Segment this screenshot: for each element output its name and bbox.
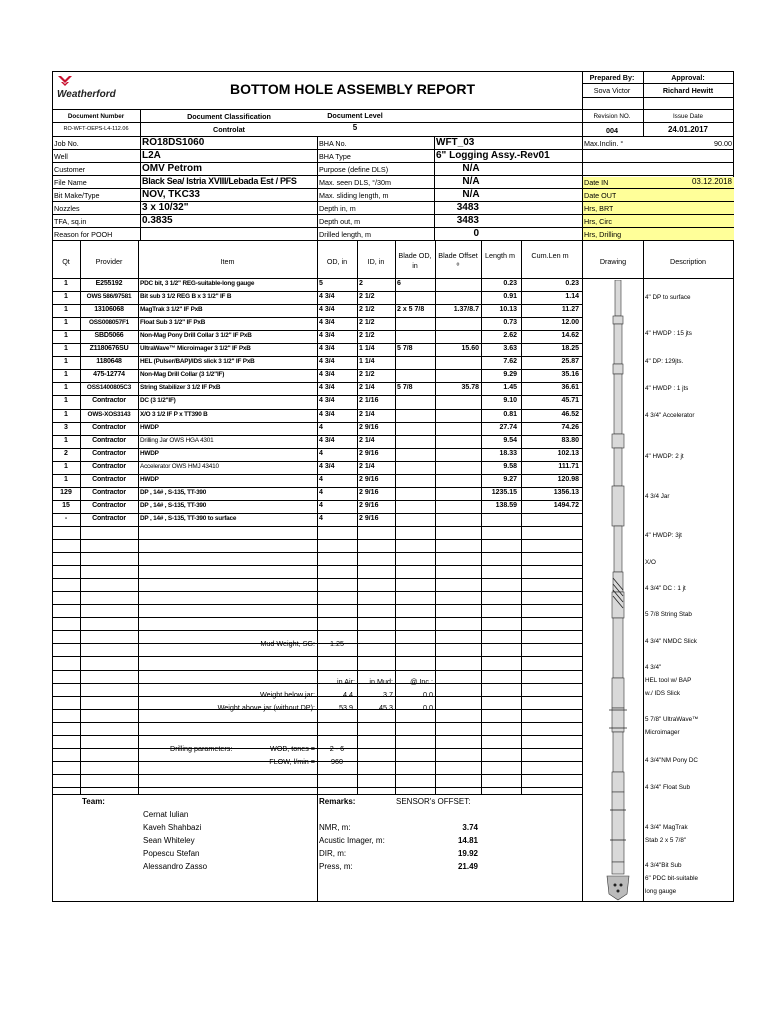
team-label: Team: — [82, 797, 105, 806]
cell-id: 2 1/2 — [359, 306, 375, 313]
col-od: OD, in — [326, 257, 348, 266]
cell-item: Non-Mag Pony Drill Collar 3 1/2" IF PxB — [140, 332, 252, 339]
cell-qt: 1 — [64, 463, 68, 470]
cell-od: 4 — [319, 476, 323, 483]
cell-id: 2 1/4 — [359, 437, 375, 444]
cell-cum: 36.61 — [561, 384, 579, 391]
cell-cum: 45.71 — [561, 397, 579, 404]
cell-id: 2 1/4 — [359, 384, 375, 391]
weatherford-logo-icon — [57, 74, 73, 88]
cell-item: Bit sub 3 1/2 REG B x 3 1/2" IF B — [140, 293, 232, 300]
cell-od: 4 — [319, 424, 323, 431]
cell-length: 9.54 — [503, 437, 517, 444]
cell-item: Accelerator OWS HMJ 43410 — [140, 463, 219, 470]
above-air-value: 53.9 — [339, 703, 353, 712]
cell-qt: - — [64, 515, 68, 522]
cell-qt: 1 — [64, 384, 68, 391]
cell-provider: Contractor — [92, 476, 126, 483]
cell-id: 2 9/16 — [359, 489, 379, 496]
cell-provider: Contractor — [92, 424, 126, 431]
cell-id: 1 1/4 — [359, 358, 375, 365]
team-member: Kaveh Shahbazi — [143, 823, 202, 832]
cell-od: 4 — [319, 450, 323, 457]
cell-length: 0.91 — [503, 293, 517, 300]
max-slide-value: N/A — [462, 189, 480, 200]
cell-length: 7.62 — [503, 358, 517, 365]
remark-label: DIR, m: — [319, 849, 347, 858]
cell-length: 9.58 — [503, 463, 517, 470]
cell-id: 2 1/2 — [359, 293, 375, 300]
doc-class-value: Controlat — [213, 125, 245, 134]
cell-qt: 1 — [64, 332, 68, 339]
report-title: BOTTOM HOLE ASSEMBLY REPORT — [230, 81, 476, 97]
cell-qt: 15 — [62, 502, 70, 509]
cell-item: DC (3 1/2"IF) — [140, 397, 176, 404]
cell-id: 2 1/2 — [359, 371, 375, 378]
revision-label: Revision NO. — [593, 113, 631, 120]
hrs-drilling-label: Hrs, Drilling — [584, 230, 622, 239]
cell-cum: 12.00 — [561, 319, 579, 326]
cell-item: MagTrak 3 1/2" IF PxB — [140, 306, 203, 313]
cell-qt: 1 — [64, 306, 68, 313]
pooh-label: Reason for POOH — [54, 230, 113, 239]
above-mud-value: 45.3 — [379, 703, 393, 712]
date-in-value: 03.12.2018 — [691, 177, 732, 186]
cell-od: 4 3/4 — [319, 306, 335, 313]
wob-label: WOB, tones = — [270, 744, 315, 753]
cell-id: 2 1/4 — [359, 411, 375, 418]
col-drawing: Drawing — [599, 257, 627, 266]
depth-out-value: 3483 — [456, 215, 479, 226]
col-blade-od: Blade OD, in — [398, 251, 432, 270]
cell-od: 4 3/4 — [319, 463, 335, 470]
logo-text: Weatherford — [57, 89, 116, 100]
cell-item: X/O 3 1/2 IF P x TT390 B — [140, 411, 208, 418]
depth-out-label: Depth out, m — [319, 217, 361, 226]
description-item: 4 3/4" DC : 1 jt — [645, 585, 686, 592]
cell-qt: 1 — [64, 437, 68, 444]
cell-provider: 475-12774 — [93, 371, 125, 378]
max-incl-value: 90.00 — [714, 139, 732, 148]
cell-cum: 35.16 — [561, 371, 579, 378]
cell-provider: Contractor — [92, 397, 126, 404]
drilled-value: 0 — [473, 228, 479, 239]
cell-qt: 1 — [64, 371, 68, 378]
cell-od: 4 3/4 — [319, 371, 335, 378]
description-item: 4 3/4" Accelerator — [645, 412, 695, 419]
cell-length: 10.13 — [499, 306, 517, 313]
cell-length: 3.63 — [503, 345, 517, 352]
team-member: Cernat Iulian — [143, 810, 189, 819]
remark-label: Press, m: — [319, 862, 353, 871]
cell-cum: 83.80 — [561, 437, 579, 444]
bha-type-value: 6" Logging Assy.-Rev01 — [436, 150, 550, 161]
cell-od: 4 3/4 — [319, 384, 335, 391]
cell-od: 4 3/4 — [319, 358, 335, 365]
description-item: 4" HWDP: 3jt — [645, 532, 682, 539]
tfa-label: TFA, sq.in — [54, 217, 87, 226]
cell-length: 9.29 — [503, 371, 517, 378]
description-item: 6" PDC bit-suitable — [645, 875, 698, 882]
description-item: 4" HWDP : 15 jts — [645, 330, 692, 337]
team-member: Alessandro Zasso — [143, 862, 208, 871]
cell-id: 2 1/2 — [359, 332, 375, 339]
cell-qt: 1 — [64, 411, 68, 418]
cell-id: 2 1/2 — [359, 319, 375, 326]
revision-value: 004 — [606, 126, 618, 135]
team-member: Popescu Stefan — [143, 849, 200, 858]
description-item: 4" HWDP : 1 jts — [645, 385, 689, 392]
cell-provider: Z1180676SU — [89, 345, 129, 352]
approval-label: Approval: — [671, 73, 705, 82]
cell-length: 0.73 — [503, 319, 517, 326]
cell-length: 0.23 — [503, 280, 517, 287]
cell-item: DP , 14# , S-135, TT-390 to surface — [140, 515, 237, 522]
cell-od: 4 3/4 — [319, 397, 335, 404]
description-item: 4 3/4"Bit Sub — [645, 862, 682, 869]
cell-cum: 18.25 — [561, 345, 579, 352]
tfa-value: 0.3835 — [142, 215, 173, 226]
bit-value: NOV, TKC33 — [142, 189, 200, 200]
doc-class-label: Document Classification — [187, 112, 271, 121]
flow-label: FLOW, l/min = — [269, 757, 315, 766]
flow-value: 960 — [331, 757, 343, 766]
max-incl-label: Max.Inclin. ° — [584, 139, 624, 148]
cell-length: 2.62 — [503, 332, 517, 339]
customer-label: Customer — [54, 165, 86, 174]
cell-qt: 1 — [64, 397, 68, 404]
cell-length: 9.27 — [503, 476, 517, 483]
cell-cum: 102.13 — [557, 450, 579, 457]
cell-od: 4 — [319, 489, 323, 496]
remark-value: 21.49 — [457, 862, 478, 871]
drilled-label: Drilled length, m — [319, 230, 371, 239]
doc-number-value: RO-WFT-OEPS-L4-112.06 — [63, 126, 129, 132]
job-no-value: RO18DS1060 — [142, 137, 205, 148]
cell-provider: Contractor — [92, 450, 126, 457]
cell-id: 2 — [359, 280, 363, 287]
cell-od: 4 3/4 — [319, 319, 335, 326]
col-item: Item — [220, 257, 235, 266]
depth-in-label: Depth in, m — [319, 204, 356, 213]
max-dls-label: Max. seen DLS, °/30m — [319, 178, 391, 187]
cell-cum: 74.26 — [561, 424, 579, 431]
customer-value: OMV Petrom — [142, 163, 203, 174]
cell-id: 2 9/16 — [359, 476, 379, 483]
cell-item: Drilling Jar OWS HGA 4301 — [140, 437, 214, 444]
cell-provider: OSS008057F1 — [88, 319, 130, 326]
cell-od: 4 3/4 — [319, 411, 335, 418]
cell-id: 2 1/16 — [359, 397, 379, 404]
cell-provider: SBD5066 — [94, 332, 124, 339]
cell-id: 2 1/4 — [359, 463, 375, 470]
remark-label: Acustic Imager, m: — [319, 836, 385, 845]
col-qt: Qt — [62, 257, 70, 266]
well-value: L2A — [142, 150, 161, 161]
description-item: 5 7/8 String Stab — [645, 611, 692, 618]
date-out-label: Date OUT — [584, 191, 617, 200]
cell-provider: Contractor — [92, 502, 126, 509]
cell-cum: 0.23 — [565, 280, 579, 287]
inc-label: @ Inc.: — [410, 677, 433, 686]
col-id: ID, in — [367, 257, 385, 266]
approval-value: Richard Hewitt — [662, 86, 714, 95]
cell-id: 2 9/16 — [359, 515, 379, 522]
wob-value: 2 - 6 — [329, 744, 345, 753]
cell-blade-offset: 1.37/8.7 — [453, 306, 479, 313]
cell-cum: 1.14 — [565, 293, 579, 300]
description-item: 4 3/4 Jar — [645, 493, 670, 500]
remark-value: 14.81 — [457, 836, 478, 845]
description-item: 4 3/4" MagTrak — [645, 824, 688, 831]
doc-level-value: 5 — [352, 123, 358, 132]
cell-item: HWDP — [140, 476, 159, 483]
cell-provider: 1180648 — [96, 358, 122, 365]
cell-id: 1 1/4 — [359, 345, 375, 352]
cell-item: PDC bit, 3 1/2" REG-suitable-long gauge — [140, 280, 255, 287]
cell-qt: 129 — [60, 489, 72, 496]
purpose-value: N/A — [462, 163, 480, 174]
cell-od: 4 3/4 — [319, 332, 335, 339]
cell-od: 4 — [319, 515, 323, 522]
depth-in-value: 3483 — [456, 202, 479, 213]
cell-od: 4 — [319, 502, 323, 509]
cell-item: Non-Mag Drill Collar (3 1/2"IF) — [140, 371, 225, 378]
hrs-brt-label: Hrs, BRT — [584, 204, 614, 213]
below-mud-value: 3.7 — [383, 690, 393, 699]
prepared-by-label: Prepared By: — [589, 73, 635, 82]
cell-cum: 1356.13 — [553, 489, 579, 496]
cell-qt: 3 — [64, 424, 68, 431]
max-slide-label: Max. sliding length, m — [319, 191, 389, 200]
nozzles-label: Nozzles — [54, 204, 80, 213]
description-item: w./ IDS Slick — [645, 690, 680, 697]
description-item: X/O — [645, 559, 656, 566]
description-item: 5 7/8" UltraWave™ — [645, 716, 699, 723]
remarks-label: Remarks: — [319, 797, 356, 806]
cell-od: 5 — [319, 280, 323, 287]
col-length: Length m — [485, 251, 515, 260]
remark-label: NMR, m: — [319, 823, 351, 832]
cell-provider: OWS 586/97581 — [86, 293, 132, 300]
cell-provider: 13106068 — [94, 306, 124, 313]
cell-qt: 1 — [64, 358, 68, 365]
cell-qt: 2 — [64, 450, 68, 457]
cell-cum: 11.27 — [561, 306, 579, 313]
cell-item: DP , 14# , S-135, TT-390 — [140, 502, 207, 509]
cell-item: Float Sub 3 1/2" IF PxB — [140, 319, 206, 326]
cell-qt: 1 — [64, 280, 68, 287]
cell-cum: 14.62 — [561, 332, 579, 339]
below-air-value: 4.4 — [343, 690, 353, 699]
description-item: 4" HWDP: 2 jt — [645, 453, 684, 460]
issue-date-label: Issue Date — [672, 113, 704, 120]
cell-item: DP , 14# , S-135, TT-390 — [140, 489, 207, 496]
file-name-value: Black Sea/ Istria XVIII/Lebada Est / PFS — [142, 176, 297, 186]
bit-label: Bit Make/Type — [54, 191, 100, 200]
cell-id: 2 9/16 — [359, 450, 379, 457]
cell-length: 1.45 — [503, 384, 517, 391]
purpose-label: Purpose (define DLS) — [319, 165, 389, 174]
above-jar-label: Weight above jar (without DP): — [217, 703, 315, 712]
cell-length: 138.59 — [495, 502, 517, 509]
file-name-label: File Name — [54, 178, 87, 187]
remark-value: 19.92 — [457, 849, 478, 858]
cell-qt: 1 — [64, 476, 68, 483]
doc-level-label: Document Level — [327, 111, 383, 120]
team-member: Sean Whiteley — [143, 836, 195, 845]
well-label: Well — [54, 152, 68, 161]
cell-blade-offset: 15.60 — [461, 345, 479, 352]
bha-no-value: WFT_03 — [436, 137, 475, 148]
description-item: Microimager — [645, 729, 680, 736]
description-item: HEL tool w/ BAP — [645, 677, 692, 684]
mud-weight-value: 1.25 — [330, 639, 344, 648]
cell-qt: 1 — [64, 345, 68, 352]
cell-od: 4 3/4 — [319, 437, 335, 444]
cell-id: 2 9/16 — [359, 502, 379, 509]
nozzles-value: 3 x 10/32" — [142, 202, 189, 213]
hrs-circ-label: Hrs, Circ — [584, 217, 612, 226]
cell-item: String Stabilizer 3 1/2 IF PxB — [140, 384, 221, 391]
sensor-offset-label: SENSOR's OFFSET: — [396, 797, 471, 806]
doc-number-label: Document Number — [67, 113, 125, 120]
cell-blade-od: 2 x 5 7/8 — [397, 306, 425, 313]
cell-cum: 1494.72 — [553, 502, 579, 509]
in-air-label: in Air: — [337, 677, 355, 686]
description-item: 4 3/4" NMDC Slick — [645, 638, 697, 645]
cell-length: 18.33 — [499, 450, 517, 457]
cell-blade-od: 5 7/8 — [397, 384, 413, 391]
bha-type-label: BHA Type — [319, 152, 351, 161]
max-dls-value: N/A — [462, 176, 480, 187]
description-item: 4" DP: 129jts. — [645, 358, 684, 365]
description-item: Stab 2 x 5 7/8" — [645, 837, 687, 844]
description-item: long gauge — [645, 888, 677, 895]
in-mud-label: in Mud: — [369, 677, 393, 686]
description-item: 4 3/4" Float Sub — [645, 784, 690, 791]
cell-cum: 120.98 — [557, 476, 579, 483]
col-description: Description — [670, 257, 706, 266]
mud-weight-label: Mud Weight, SG: — [260, 639, 315, 648]
issue-date-value: 24.01.2017 — [667, 125, 709, 134]
cell-provider: Contractor — [92, 515, 126, 522]
date-in-label: Date IN — [584, 178, 609, 187]
cell-provider: Contractor — [92, 489, 126, 496]
drilling-params-label: Drilling parameters: — [170, 744, 233, 753]
below-jar-label: Weight below jar: — [260, 690, 315, 699]
cell-cum: 46.52 — [561, 411, 579, 418]
cell-provider: Contractor — [92, 463, 126, 470]
cell-item: UltraWave™ Microimager 3 1/2" IF PxB — [140, 345, 251, 352]
cell-blade-offset: 35.78 — [461, 384, 479, 391]
col-provider: Provider — [95, 257, 123, 266]
cell-length: 27.74 — [499, 424, 517, 431]
cell-provider: OSS1400805C3 — [86, 384, 132, 391]
cell-item: HEL (Pulser/BAP)/IDS slick 3 1/2" IF PxB — [140, 358, 255, 365]
cell-cum: 25.87 — [561, 358, 579, 365]
cell-provider: OWS-XOS3143 — [87, 411, 131, 418]
description-item: 4 3/4"NM Pony DC — [645, 757, 698, 764]
cell-length: 1235.15 — [491, 489, 517, 496]
cell-length: 9.10 — [503, 397, 517, 404]
cell-blade-od: 5 7/8 — [397, 345, 413, 352]
above-inc-value: 0.0 — [423, 703, 433, 712]
description-item: 4" DP to surface — [645, 294, 691, 301]
col-blade-offset: Blade Offset º — [438, 251, 478, 270]
cell-id: 2 9/16 — [359, 424, 379, 431]
cell-blade-od: 6 — [397, 280, 401, 287]
bha-drawing — [601, 280, 635, 904]
cell-od: 4 3/4 — [319, 293, 335, 300]
dp-section — [615, 280, 621, 316]
remark-value: 3.74 — [462, 823, 478, 832]
cell-length: 0.81 — [503, 411, 517, 418]
description-item: 4 3/4" — [645, 664, 662, 671]
cell-qt: 1 — [64, 319, 68, 326]
cell-item: HWDP — [140, 450, 159, 457]
cell-qt: 1 — [64, 293, 68, 300]
col-cum-len: Cum.Len m — [531, 251, 569, 260]
job-no-label: Job No. — [54, 139, 79, 148]
cell-provider: Contractor — [92, 437, 126, 444]
below-inc-value: 0.0 — [423, 690, 433, 699]
cell-cum: 111.71 — [558, 463, 579, 470]
cell-od: 4 3/4 — [319, 345, 335, 352]
cell-item: HWDP — [140, 424, 159, 431]
cell-provider: E255192 — [95, 280, 123, 287]
prepared-by-value: Sova Victor — [593, 86, 631, 95]
bha-no-label: BHA No. — [319, 139, 347, 148]
